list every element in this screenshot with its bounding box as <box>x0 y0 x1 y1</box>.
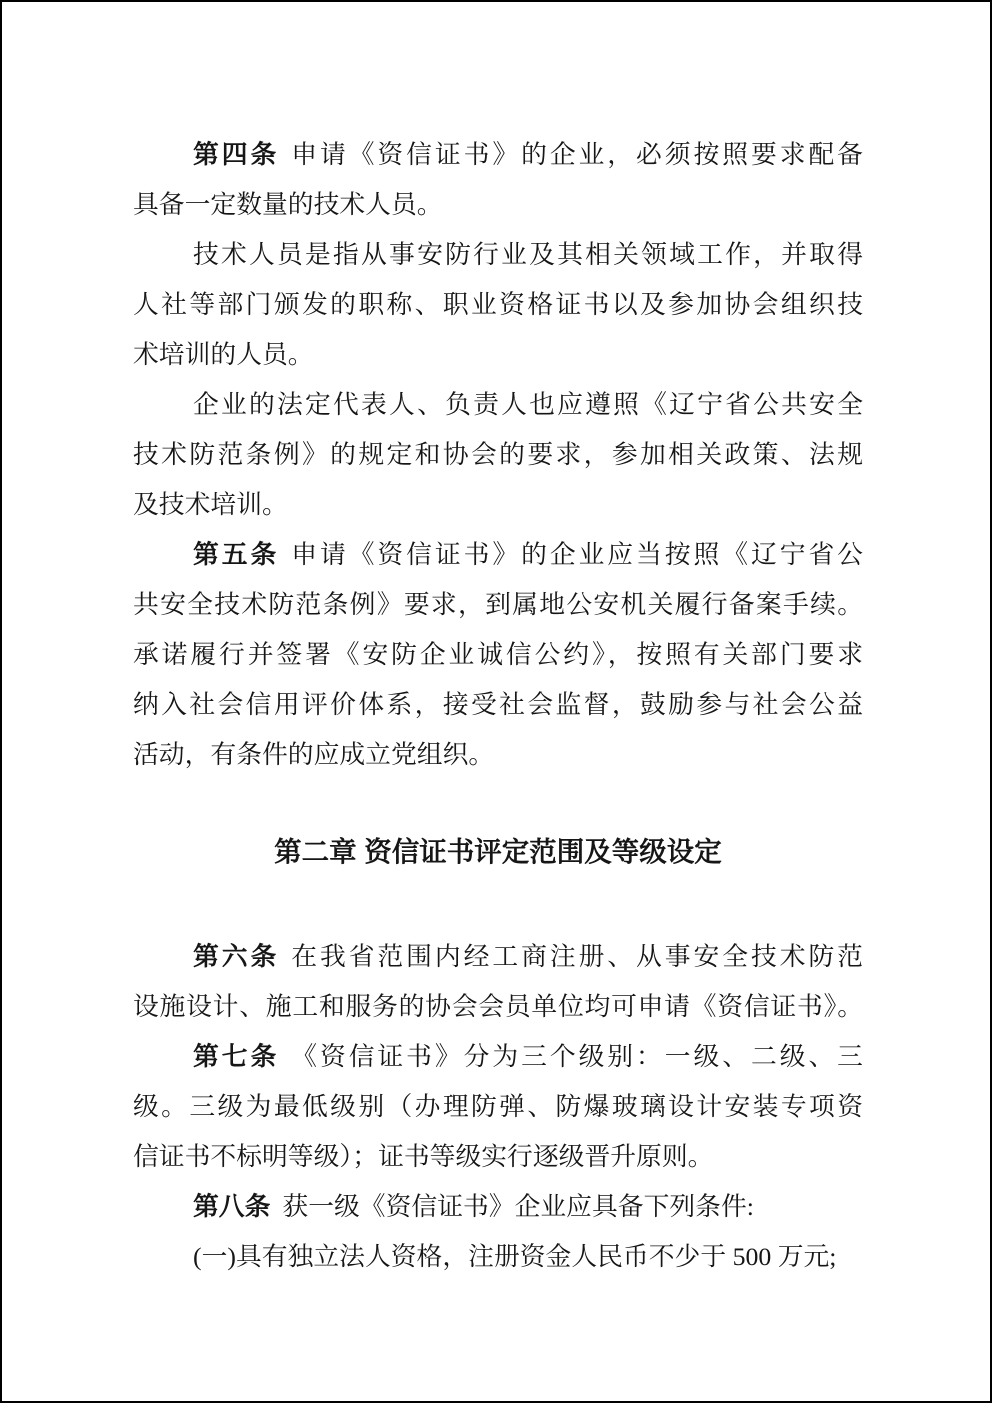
article-number: 第五条 <box>193 541 280 569</box>
text-line: 技术防范条例》的规定和协会的要求，参加相关政策、法规 <box>133 440 863 469</box>
line-text: 在我省范围内经工商注册、从事安全技术防范 <box>291 942 863 971</box>
text-line: 信证书不标明等级）；证书等级实行逐级晋升原则。 <box>133 1142 714 1171</box>
text-line-article-6-1 <box>133 932 863 982</box>
text-line-article-8-1 <box>133 1182 863 1232</box>
text-line: 级。三级为最低级别（办理防弹、防爆玻璃设计安装专项资 <box>133 1092 863 1121</box>
text-line: 术培训的人员。 <box>133 340 314 369</box>
article-number: 第六条 <box>193 943 280 971</box>
text-line: 企业的法定代表人、负责人也应遵照《辽宁省公共安全 <box>193 390 863 419</box>
line-text: 《资信证书》分为三个级别：一级、二级、三 <box>291 1042 863 1071</box>
text-line-article-7-1 <box>133 1032 863 1082</box>
text-line: 纳入社会信用评价体系，接受社会监督，鼓励参与社会公益 <box>133 690 863 719</box>
article-number: 第七条 <box>193 1043 280 1071</box>
text-line: 活动，有条件的应成立党组织。 <box>133 740 495 769</box>
text-line: 技术人员是指从事安防行业及其相关领域工作，并取得 <box>193 240 863 269</box>
text-line: 承诺履行并签署《安防企业诚信公约》，按照有关部门要求 <box>133 640 863 669</box>
text-line: 具备一定数量的技术人员。 <box>133 190 443 219</box>
article-number: 第四条 <box>193 141 280 169</box>
text-line-item-1: (一)具有独立法人资格，注册资金人民币不少于 500 万元; <box>193 1242 837 1271</box>
document-body <box>133 130 863 1282</box>
text-line: 设施设计、施工和服务的协会会员单位均可申请《资信证书》。 <box>133 992 863 1021</box>
text-line: 共安全技术防范条例》要求，到属地公安机关履行备案手续。 <box>133 590 863 619</box>
line-text: 申请《资信证书》的企业，必须按照要求配备 <box>291 140 863 169</box>
text-line-article-5-1 <box>133 530 863 580</box>
spacer <box>133 877 863 932</box>
text-line: 人社等部门颁发的职称、职业资格证书以及参加协会组织技 <box>133 290 863 319</box>
text-line-article-4-1 <box>133 130 863 180</box>
spacer <box>133 780 863 827</box>
line-text: 获一级《资信证书》企业应具备下列条件: <box>282 1192 754 1221</box>
chapter-heading: 第二章 资信证书评定范围及等级设定 <box>274 836 722 867</box>
text-line: 及技术培训。 <box>133 490 288 519</box>
article-number: 第八条 <box>193 1193 271 1221</box>
line-text: 申请《资信证书》的企业应当按照《辽宁省公 <box>291 540 863 569</box>
